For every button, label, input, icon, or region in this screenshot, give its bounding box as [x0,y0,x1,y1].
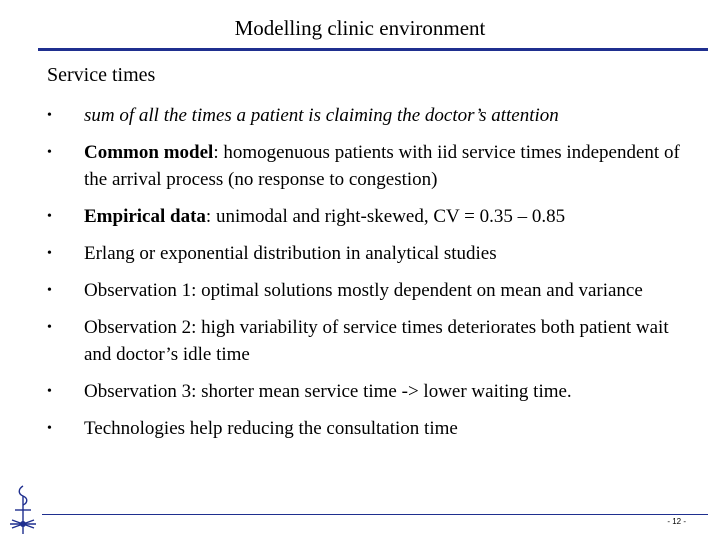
bullet-marker: • [47,283,52,298]
bullet-marker: • [47,421,52,436]
bullet-marker: • [47,108,52,123]
bullet-item [47,240,687,267]
bullet-item [47,314,687,368]
bullet-text: Technologies help reducing the consultation time [84,418,458,439]
page-number: - 12 - [667,517,686,526]
bullet-item [47,203,687,230]
bullet-item [47,139,687,193]
bullet-item [47,102,687,129]
bullet-marker: • [47,246,52,261]
bullet-text: Observation 3: shorter mean service time -> lower waiting time. [84,381,572,402]
slide-subtitle: Service times [47,64,156,86]
bullet-list [47,102,687,452]
bullet-text: sum of all the times a patient is claiming the doctor’s attention [84,105,559,126]
bullet-marker: • [47,209,52,224]
title-divider [38,48,708,51]
bullet-marker: • [47,384,52,399]
bullet-item [47,378,687,405]
bullet-marker: • [47,145,52,160]
bullet-text: Erlang or exponential distribution in analytical studies [84,243,497,264]
bullet-marker: • [47,320,52,335]
bullet-lead: Common model [84,142,214,163]
university-logo-icon [6,484,40,536]
bullet-item [47,277,687,304]
bullet-lead: Empirical data [84,206,206,227]
slide-title: Modelling clinic environment [234,16,486,40]
bullet-text: Observation 1: optimal solutions mostly dependent on mean and variance [84,280,643,301]
bullet-item [47,415,687,442]
bullet-text: : homogenuous patients with iid service times independent of the arrival process (no response to congestion) [84,142,680,190]
bullet-text: : unimodal and right-skewed, CV = 0.35 – 0.85 [205,206,566,227]
bullet-text: Observation 2: high variability of service times deteriorates both patient wait and doctor’s idle time [84,317,669,365]
footer-divider [42,514,708,515]
